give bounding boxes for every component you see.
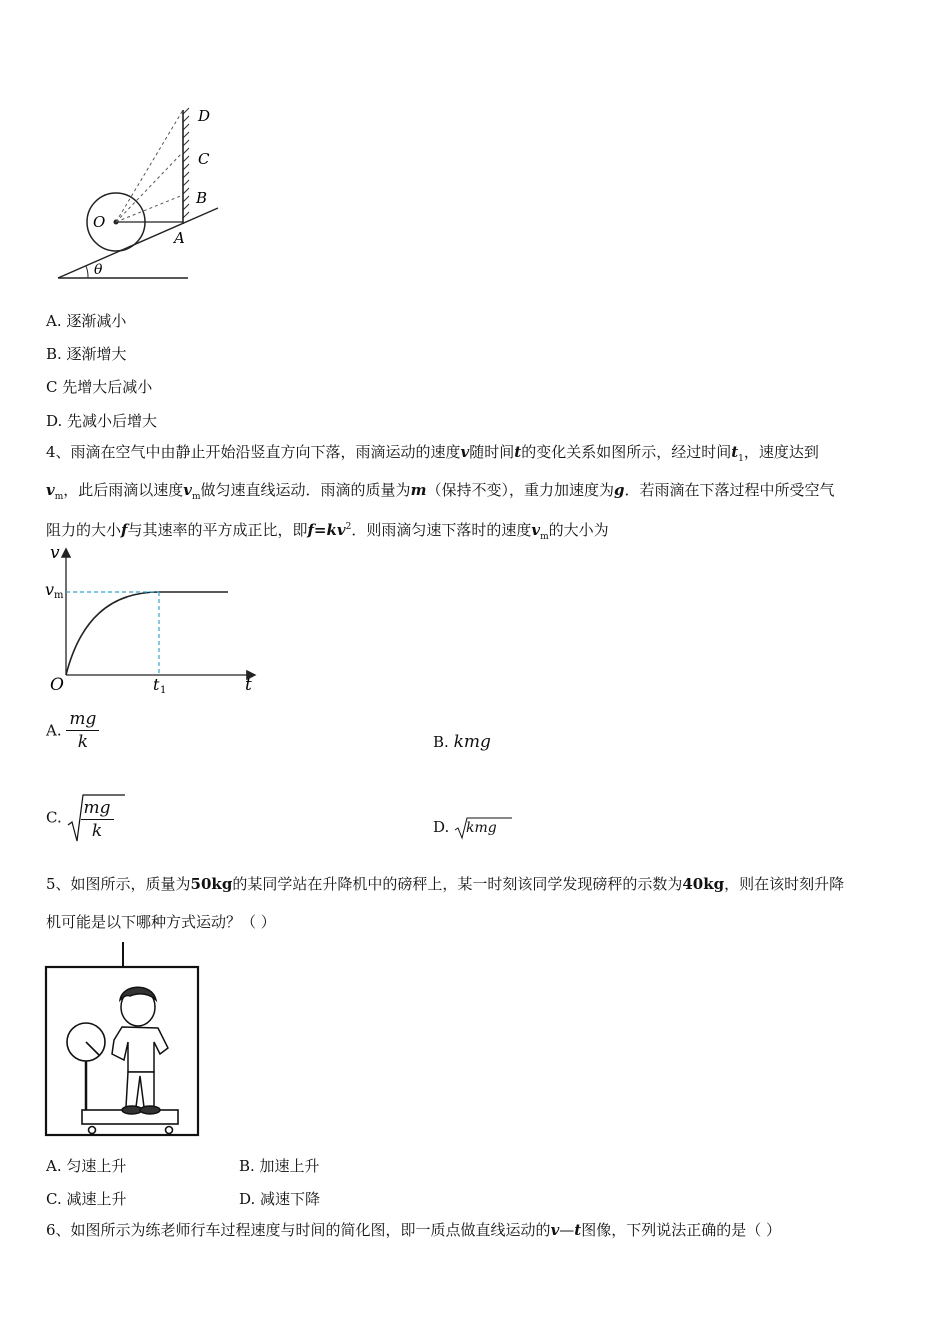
var-t1: t: [731, 443, 739, 461]
t1-label: t: [153, 675, 160, 694]
mass-value: 40kg: [682, 875, 725, 893]
subscript: m: [540, 532, 549, 542]
label-c: C: [198, 150, 210, 168]
q6-line-1: [46, 1212, 781, 1249]
text: 4、雨滴在空气中由静止开始沿竖直方向下落，雨滴运动的速度: [46, 443, 461, 461]
q4-option-c[interactable]: [46, 793, 114, 842]
label-a: A: [174, 229, 185, 247]
vm-label: v: [45, 580, 55, 599]
option-letter: A.: [46, 721, 62, 740]
option-letter: C.: [46, 808, 62, 827]
formula: f=kv: [307, 521, 346, 539]
q3-option-d[interactable]: D. 先减小后增大: [46, 412, 158, 430]
var-g: g: [613, 481, 625, 499]
option-letter: D.: [433, 818, 450, 836]
q5-option-d[interactable]: D. 减速下降: [239, 1190, 321, 1208]
t1-label-sub: 1: [160, 685, 167, 696]
q4-option-b[interactable]: [433, 732, 491, 752]
elevator-figure: [44, 942, 202, 1138]
q5-line-2: 机可能是以下哪种方式运动？（ ）: [46, 913, 276, 931]
subscript: m: [192, 492, 201, 502]
text: ，则在该时刻升降: [724, 875, 845, 893]
q5-line-1: [46, 866, 844, 903]
wall-hatch: [183, 108, 189, 224]
text: 与其速率的平方成正比，即: [127, 521, 308, 539]
text: ．若雨滴在下落过程中所受空气: [624, 481, 835, 499]
denominator: k: [77, 732, 89, 752]
text: 做匀速直线运动．雨滴的质量为: [200, 481, 411, 499]
var-v: v: [460, 443, 470, 461]
option-value: kmg: [466, 820, 497, 836]
sqrt-sign-icon: [454, 816, 514, 840]
vt-graph: [40, 540, 270, 700]
numerator: mg: [66, 708, 99, 731]
var-v: v: [550, 1221, 560, 1239]
q4-option-d[interactable]: [433, 818, 497, 836]
text: ，速度达到: [743, 443, 819, 461]
dash: —: [559, 1221, 575, 1239]
mass-value: 50kg: [190, 875, 233, 893]
superscript: 2: [345, 522, 352, 532]
incline-ball-figure: [50, 100, 230, 285]
q5-option-b[interactable]: B. 加速上升: [239, 1157, 320, 1175]
vm-label-sub: m: [54, 590, 64, 601]
q3-option-b[interactable]: B. 逐渐增大: [46, 345, 127, 363]
text: 5、如图所示，质量为: [46, 875, 191, 893]
subscript: m: [54, 492, 64, 502]
label-b: B: [196, 189, 208, 207]
text: 随时间: [469, 443, 515, 461]
var-f: f: [121, 521, 128, 539]
label-d: D: [198, 107, 211, 125]
label-theta: θ: [94, 262, 103, 278]
var-vm: v: [46, 481, 55, 499]
velocity-curve: [66, 592, 228, 675]
sqrt-sign-icon: [67, 793, 127, 845]
text: ．则雨滴匀速下落时的速度: [351, 521, 532, 539]
denominator: k: [91, 821, 103, 841]
q3-option-a[interactable]: A. 逐渐减小: [46, 312, 127, 330]
text: 阻力的大小: [46, 521, 122, 539]
text: ，此后雨滴以速度: [63, 481, 184, 499]
text: 的大小为: [548, 521, 609, 539]
sqrt-expression: [67, 793, 114, 842]
q5-option-c[interactable]: C. 减速上升: [46, 1190, 127, 1208]
text: 6、如图所示为练老师行车过程速度与时间的简化图，即一质点做直线运动的: [46, 1221, 551, 1239]
origin-label: O: [50, 675, 64, 695]
dashed-ob: [116, 195, 183, 222]
y-axis-label: v: [50, 543, 60, 563]
numerator: mg: [81, 797, 114, 820]
x-axis-label: t: [245, 675, 252, 695]
subscript: 1: [738, 454, 744, 464]
var-vm: v: [531, 521, 541, 539]
dashed-od: [116, 110, 183, 222]
q4-option-a[interactable]: [46, 708, 99, 753]
q5-option-a[interactable]: A. 匀速上升: [46, 1157, 127, 1175]
text: （保持不变），重力加速度为: [426, 481, 614, 499]
text: 的变化关系如图所示，经过时间: [521, 443, 732, 461]
theta-arc: [86, 266, 88, 278]
var-t: t: [514, 443, 522, 461]
text: 的某同学站在升降机中的磅秤上，某一时刻该同学发现磅秤的示数为: [232, 875, 683, 893]
option-letter: B.: [433, 733, 449, 751]
dashed-oc: [116, 152, 183, 222]
text: 图像，下列说法正确的是（ ）: [581, 1221, 781, 1239]
option-value: kmg: [453, 732, 491, 752]
var-t: t: [574, 1221, 582, 1239]
label-o: O: [93, 213, 106, 231]
incline-line: [58, 208, 218, 278]
var-m: m: [410, 481, 427, 499]
var-vm: v: [183, 481, 192, 499]
sqrt-expression: [454, 818, 497, 836]
fraction-mg-over-k: [66, 708, 99, 753]
q3-option-c[interactable]: C 先增大后减小: [46, 378, 153, 396]
